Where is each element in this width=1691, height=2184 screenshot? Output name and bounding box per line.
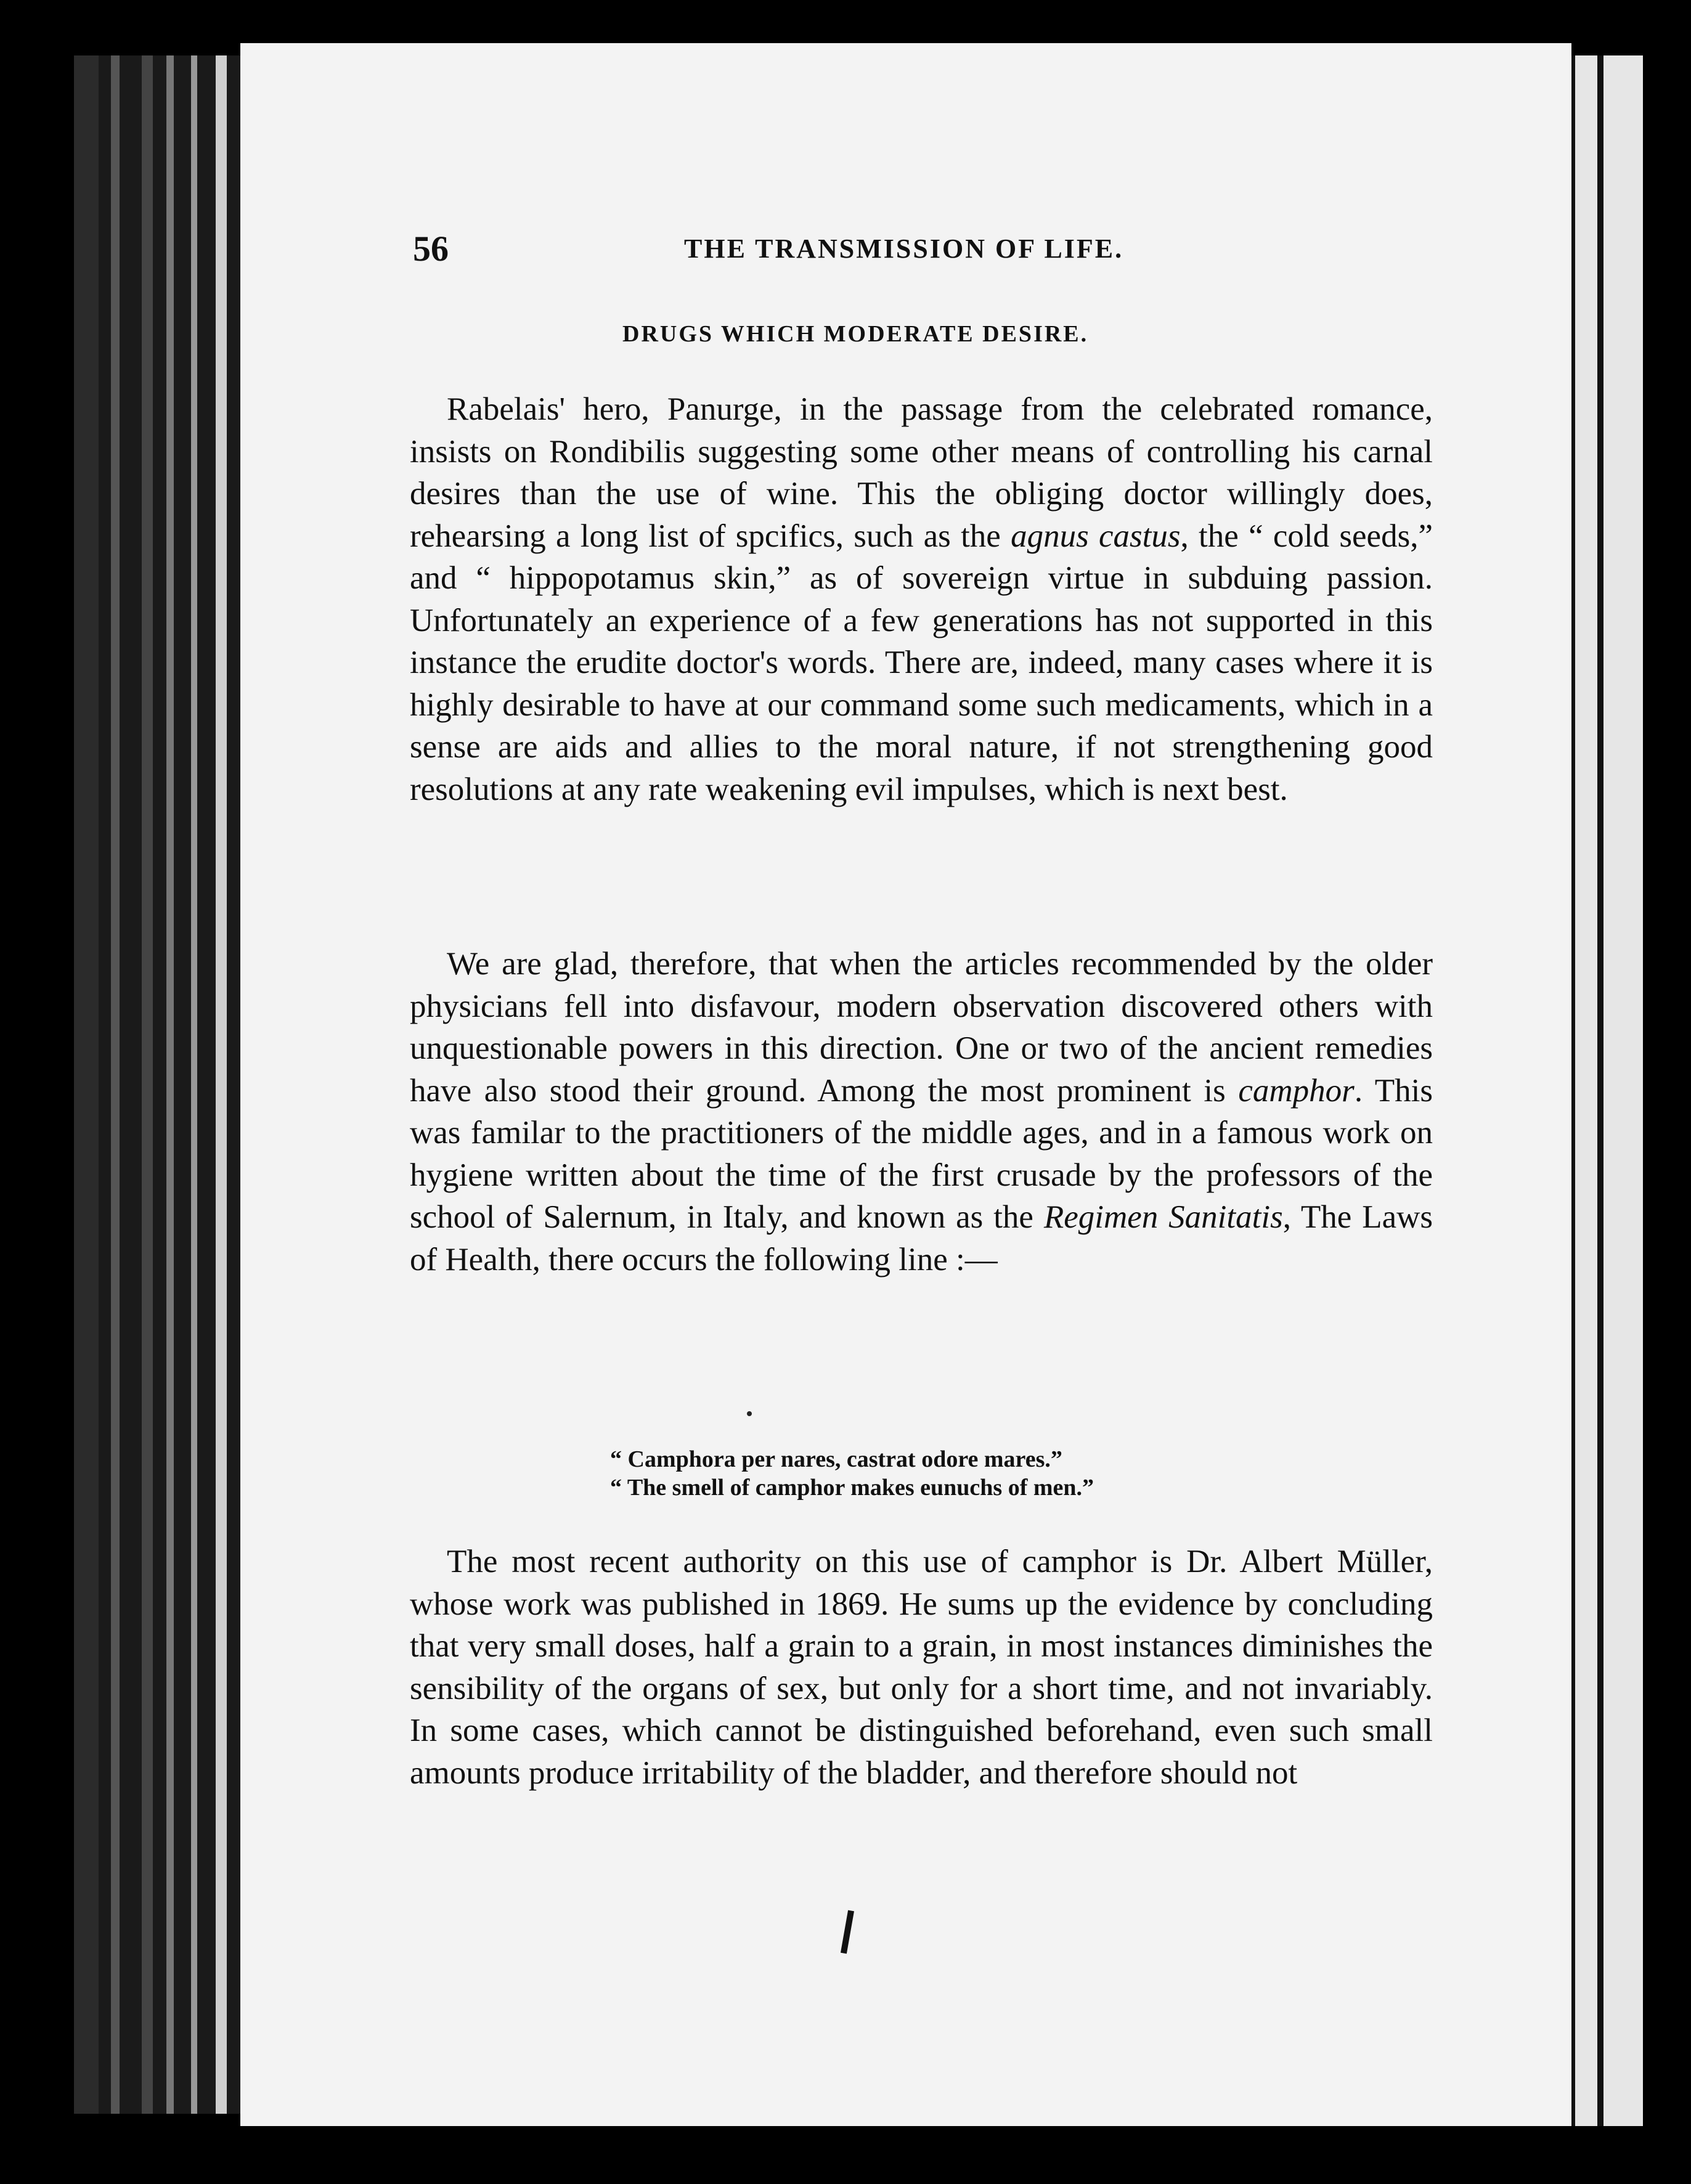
edge-stripe bbox=[74, 55, 99, 2114]
edge-stripe bbox=[111, 55, 120, 2114]
paragraph-text: , The Laws of Health, there occurs the following line :— bbox=[410, 1199, 1433, 1277]
edge-stripe bbox=[216, 55, 227, 2114]
running-head bbox=[413, 228, 1208, 271]
facing-page-edge bbox=[1571, 55, 1643, 2126]
page-number: 56 bbox=[413, 229, 449, 269]
paragraph-1 bbox=[410, 388, 1433, 810]
ink-speck bbox=[747, 1411, 752, 1416]
edge-stripe bbox=[142, 55, 153, 2114]
italic-term: camphor bbox=[1238, 1072, 1355, 1109]
quote-english: “ The smell of camphor makes eunuchs of men.” bbox=[610, 1475, 1094, 1501]
book-spine-edge bbox=[74, 55, 253, 2114]
italic-term: agnus castus bbox=[1011, 518, 1181, 554]
latin-quote-block bbox=[610, 1445, 1288, 1502]
italic-term: Regimen Sanitatis bbox=[1043, 1199, 1283, 1235]
paragraph-text: Rabelais' hero, Panurge, in the passage from the celebrated romance, insists on Rondibilis suggesting some other means of controlling his carnal desires than the use of wine. This the obliging doctor willingly does, rehearsing a long list of spcifics, such as the bbox=[410, 391, 1433, 554]
quote-latin: “ Camphora per nares, castrat odore mares.” bbox=[610, 1446, 1062, 1472]
paragraph-2 bbox=[410, 943, 1433, 1281]
running-title: THE TRANSMISSION OF LIFE. bbox=[684, 234, 1124, 264]
paragraph-text: . This was familar to the practitioners of the middle ages, and in a famous work on hygiene written about the time of the first crusade by the professors of the school of Salernum, in Italy, and known as the bbox=[410, 1072, 1433, 1235]
edge-stripe bbox=[166, 55, 174, 2114]
paragraph-text: The most recent authority on this use of camphor is Dr. Albert Müller, whose work was published in 1869. He sums up the evidence by concluding that very small doses, half a grain to a grain, in most instances diminishes the sensibility of the organs of sex, but only for a short time, and not invariably. In some cases, which cannot be distinguished beforehand, even such small amounts produce irritability of the bladder, and therefore should not bbox=[410, 1544, 1433, 1791]
section-heading: DRUGS WHICH MODERATE DESIRE. bbox=[622, 321, 1089, 347]
paragraph-3 bbox=[410, 1541, 1433, 1794]
paragraph-text: We are glad, therefore, that when the articles recommended by the older physicians fell into disfavour, modern observation discovered others with unquestionable powers in this direction. One or two of the ancient remedies have also stood their ground. Among the most prominent is bbox=[410, 946, 1433, 1109]
paragraph-text: , the “ cold seeds,” and “ hippopotamus skin,” as of sovereign virtue in subduing passion. Unfortunately an experience of a few generations has not supported in this instance the erudite doctor's words. There are, indeed, many cases where it is highly desirable to have at our command some such medicaments, which in a sense are aids and allies to the moral nature, if not strengthening good resolutions at any rate weakening evil impulses, which is next best. bbox=[410, 518, 1433, 807]
edge-stripe bbox=[191, 55, 197, 2114]
facing-page-shadow bbox=[1597, 55, 1603, 2126]
